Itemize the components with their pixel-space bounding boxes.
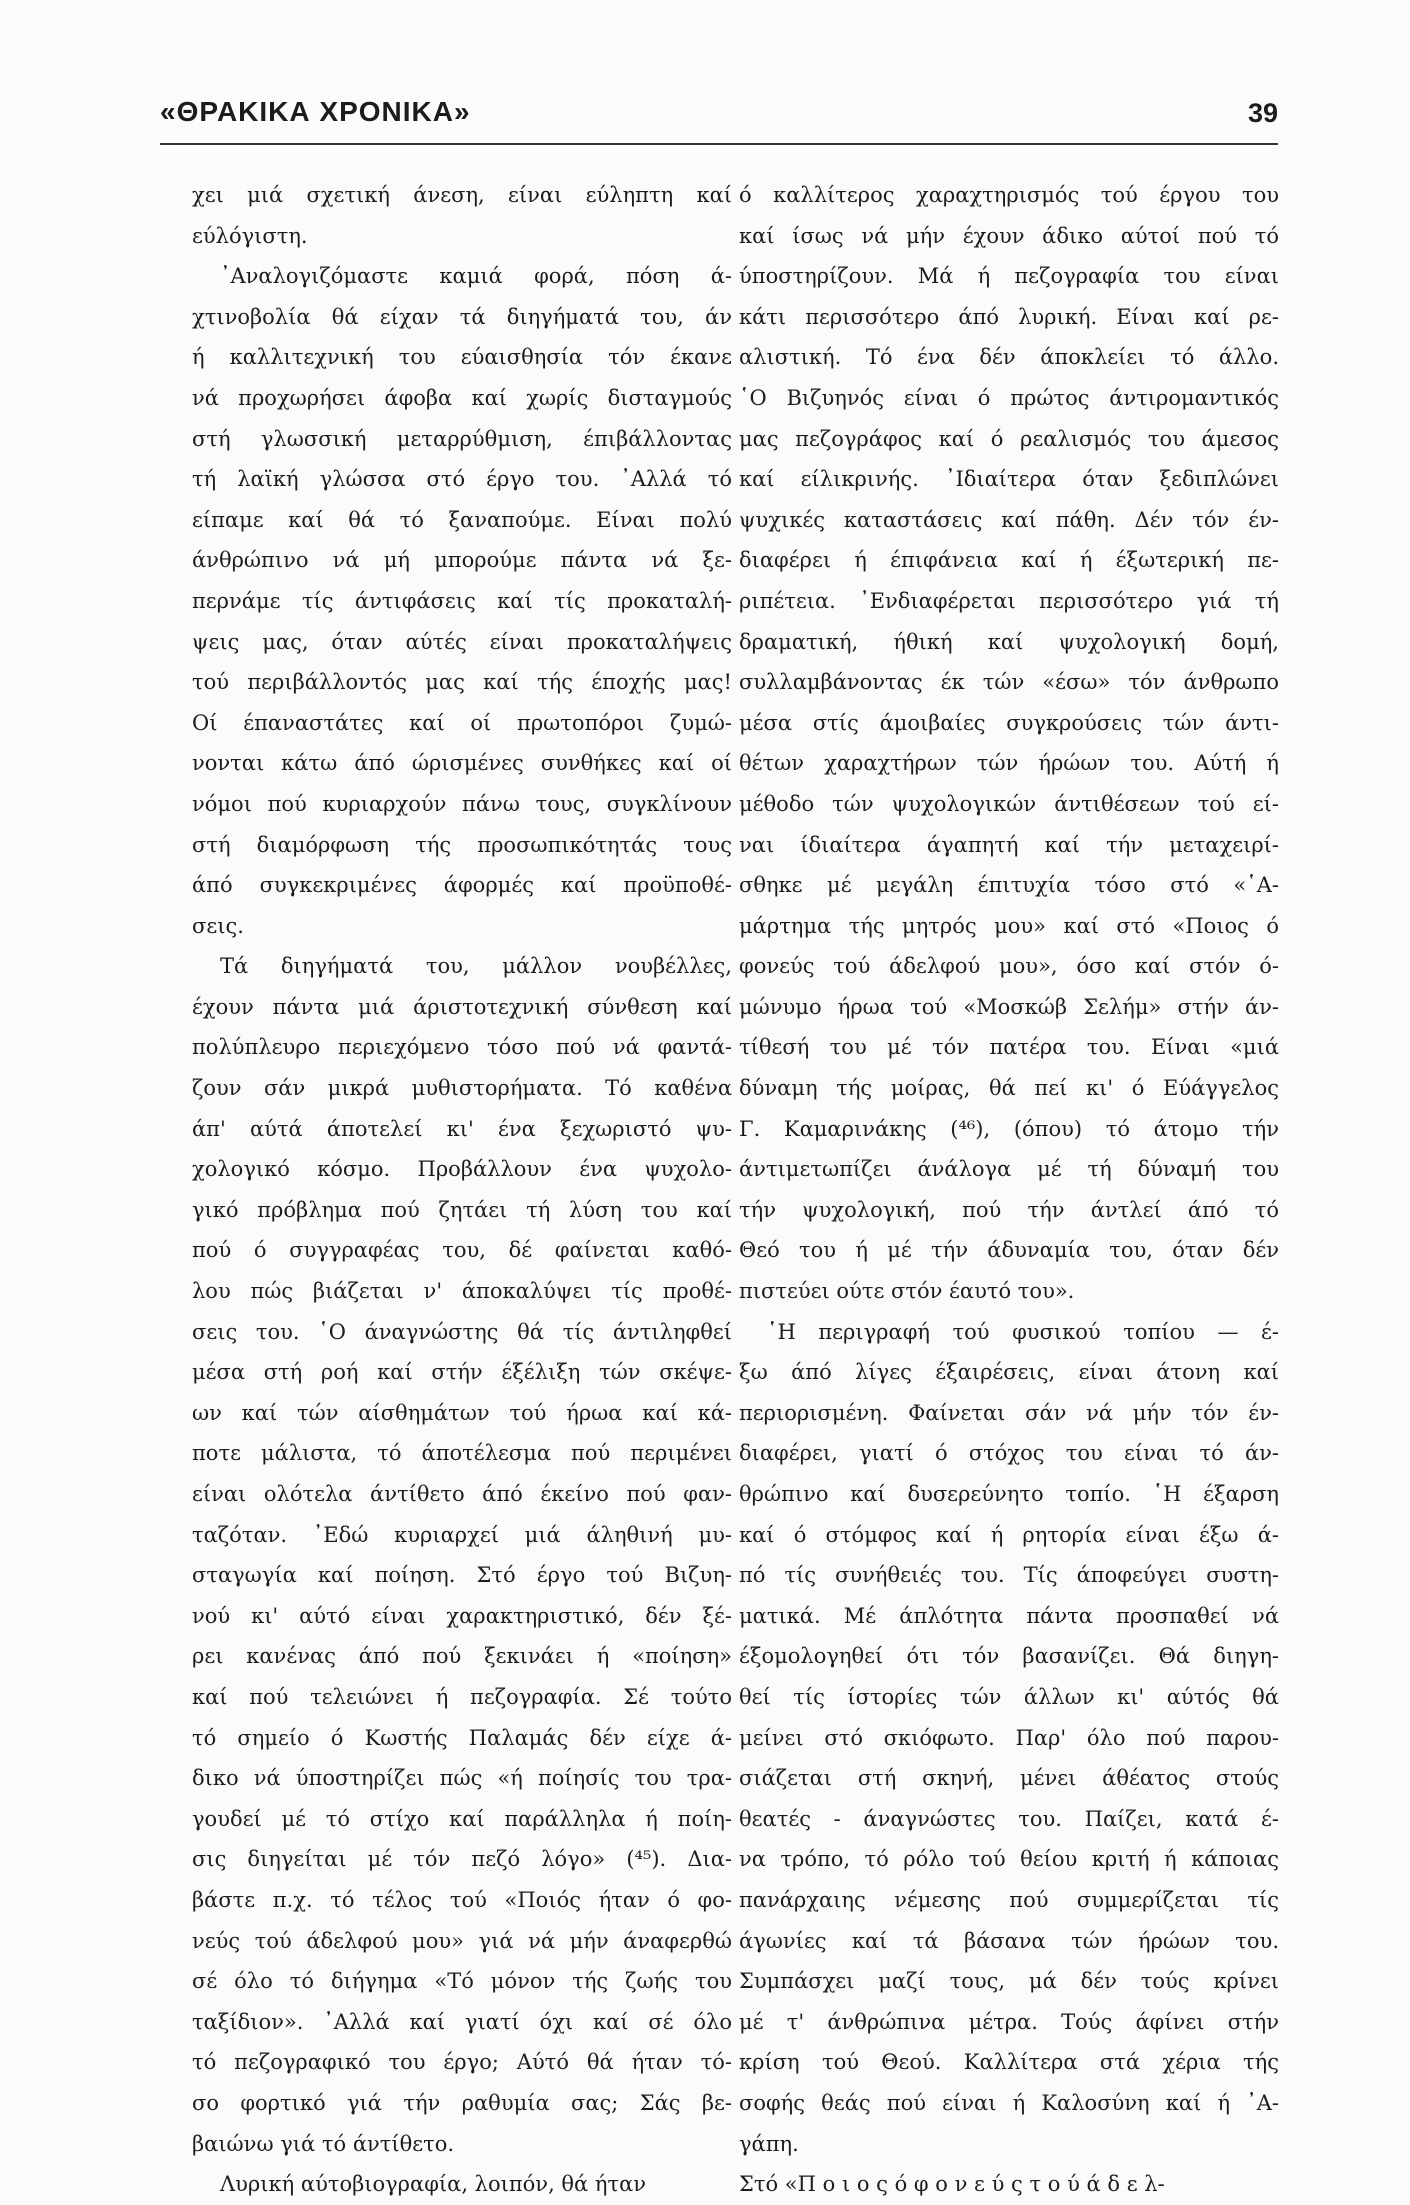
text-line: Γ. Καμαρινάκης (⁴⁶), (όπου) τό άτομο τήν — [739, 1116, 1279, 1141]
text-line: τήν ψυχολογική, πού τήν άντλεί άπό τό — [739, 1197, 1279, 1222]
text-line: νόμοι πού κυριαρχούν πάνω τους, συγκλίνουν — [192, 791, 732, 816]
text-line: Λυρική αύτοβιογραφία, λοιπόν, θά ήταν — [220, 2172, 647, 2197]
text-line: σεις. — [192, 913, 244, 938]
text-line: μέσα στίς άμοιβαίες συγκρούσεις τών άντι- — [739, 710, 1279, 735]
text-line: ταζόταν. ᾿Εδώ κυριαρχεί μιά άληθινή μυ- — [192, 1522, 732, 1547]
text-line: πιστεύει ούτε στόν έαυτό του». — [739, 1279, 1075, 1304]
text-line: χει μιά σχετική άνεση, είναι εύληπτη καί — [192, 183, 732, 207]
header-rule — [160, 143, 1278, 145]
text-line: εύλόγιστη. — [192, 223, 308, 248]
text-line: ποτε μάλιστα, τό άποτέλεσμα πού περιμένει — [192, 1441, 732, 1466]
text-line: ῾Η περιγραφή τού φυσικού τοπίου — έ- — [767, 1319, 1279, 1344]
text-line: ύποστηρίζουν. Μά ή πεζογραφία του είναι — [739, 264, 1279, 289]
text-line: Συμπάσχει μαζί τους, μά δέν τούς κρίνει — [739, 1969, 1279, 1994]
text-line: περνάμε τίς άντιφάσεις καί τίς προκαταλή- — [192, 588, 732, 613]
text-line: άπό συγκεκριμένες άφορμές καί προϋποθέ- — [192, 873, 732, 898]
text-line: μώνυμο ήρωα τού «Μοσκώβ Σελήμ» στήν άν- — [739, 994, 1279, 1019]
text-line: κάτι περισσότερο άπό λυρική. Είναι καί ρε- — [739, 304, 1279, 329]
text-line: ψεις μας, όταν αύτές είναι προκαταλήψεις — [192, 629, 732, 654]
text-line: τή λαϊκή γλώσσα στό έργο του. ᾿Αλλά τό — [192, 467, 732, 492]
text-line: άγωνίες καί τά βάσανα τών ήρώων του. — [739, 1928, 1279, 1953]
text-line: βάστε π.χ. τό τέλος τού «Ποιός ήταν ό φο- — [192, 1887, 732, 1912]
text-line: φονεύς τού άδελφού μου», όσο καί στόν ό- — [739, 954, 1279, 979]
text-line: ᾿Αναλογιζόμαστε καμιά φορά, πόση ά- — [220, 264, 732, 289]
text-line: καί ίσως νά μήν έχουν άδικο αύτοί πού τό — [739, 223, 1279, 248]
text-line: θεατές - άναγνώστες του. Παίζει, κατά έ- — [739, 1806, 1279, 1831]
text-line: βαιώνω γιά τό άντίθετο. — [192, 2131, 455, 2156]
text-line: Τά διηγήματά του, μάλλον νουβέλλες, — [220, 954, 732, 979]
text-line: θρώπινο καί δυσερεύνητο τοπίο. ῾Η έξαρση — [739, 1482, 1279, 1506]
text-line: συλλαμβάνοντας έκ τών «έσω» τόν άνθρωπο — [739, 670, 1279, 695]
text-line: πό τίς συνήθειές του. Τίς άποφεύγει συστη- — [739, 1563, 1279, 1588]
text-line: θέτων χαραχτήρων τών ήρώων του. Αύτή ή — [739, 751, 1279, 776]
text-line: σιάζεται στή σκηνή, μένει άθέατος στούς — [739, 1766, 1279, 1791]
text-line: σέ όλο τό διήγημα «Τό μόνον τής ζωής του — [192, 1969, 732, 1994]
text-line: μέσα στή ροή καί στήν έξέλιξη τών σκέψε- — [192, 1360, 732, 1385]
text-line: να τρόπο, τό ρόλο τού θείου κριτή ή κάποιας — [739, 1847, 1279, 1872]
text-line: τό σημείο ό Κωστής Παλαμάς δέν είχε ά- — [192, 1725, 732, 1750]
text-line: πολύπλευρο περιεχόμενο τόσο πού νά φαντά- — [192, 1035, 732, 1060]
text-line: Θεό του ή μέ τήν άδυναμία του, όταν δέν — [739, 1238, 1279, 1263]
text-line: δικο νά ύποστηρίζει πώς «ή ποίησίς του τρα- — [192, 1766, 732, 1791]
text-line: έξομολογηθεί ότι τόν βασανίζει. Θά διηγη- — [739, 1644, 1279, 1669]
text-line: περιορισμένη. Φαίνεται σάν νά μήν τόν έν- — [739, 1400, 1279, 1425]
text-line: γουδεί μέ τό στίχο καί παράλληλα ή ποίη- — [192, 1806, 732, 1831]
text-line: πανάρχαιης νέμεσης πού συμμερίζεται τίς — [739, 1887, 1279, 1912]
text-line: νού κι' αύτό είναι χαρακτηριστικό, δέν ξέ- — [192, 1603, 732, 1628]
text-line: χτινοβολία θά είχαν τά διηγήματά του, άν — [192, 304, 732, 329]
text-line: άντιμετωπίζει άνάλογα μέ τή δύναμή του — [739, 1157, 1279, 1182]
text-line: λου πώς βιάζεται ν' άποκαλύψει τίς προθέ- — [192, 1279, 732, 1304]
text-line: ψυχικές καταστάσεις καί πάθη. Δέν τόν έν- — [739, 507, 1279, 532]
text-line: χολογικό κόσμο. Προβάλλουν ένα ψυχολο- — [192, 1157, 732, 1182]
text-line: τό πεζογραφικό του έργο; Αύτό θά ήταν τό- — [192, 2050, 732, 2075]
text-line: ναι ίδιαίτερα άγαπητή καί τήν μεταχειρί- — [739, 832, 1279, 857]
text-line: ζουν σάν μικρά μυθιστορήματα. Τό καθένα — [192, 1076, 732, 1101]
running-title: «ΘΡΑΚΙΚΑ ΧΡΟΝΙΚΑ» — [160, 96, 471, 127]
text-line: σοφής θεάς πού είναι ή Καλοσύνη καί ή ᾿Α- — [739, 2090, 1279, 2115]
text-line: καί ό στόμφος καί ή ρητορία είναι έξω ά- — [739, 1522, 1279, 1547]
text-line: είπαμε καί θά τό ξαναπούμε. Είναι πολύ — [192, 507, 732, 532]
text-line: νονται κάτω άπό ώρισμένες συνθήκες καί οί — [192, 751, 732, 776]
text-line: σθηκε μέ μεγάλη έπιτυχία τόσο στό «῾Α- — [739, 873, 1279, 898]
text-line: καί πού τελειώνει ή πεζογραφία. Σέ τούτο — [192, 1684, 732, 1709]
text-line: Οί έπαναστάτες καί οί πρωτοπόροι ζυμώ- — [192, 710, 732, 735]
text-line: σο φορτικό γιά τήν ραθυμία σας; Σάς βε- — [192, 2090, 732, 2115]
text-line: μέ τ' άνθρώπινα μέτρα. Τούς άφίνει στήν — [739, 2009, 1279, 2034]
text-line: ων καί τών αίσθημάτων τού ήρωα καί κά- — [192, 1400, 732, 1425]
text-line: πού ό συγγραφέας του, δέ φαίνεται καθό- — [192, 1238, 732, 1263]
right-text-column — [739, 175, 1279, 2205]
text-line: άπ' αύτά άποτελεί κι' ένα ξεχωριστό ψυ- — [192, 1116, 732, 1141]
text-line: ξω άπό λίγες έξαιρέσεις, είναι άτονη καί — [739, 1360, 1279, 1385]
text-line: δύναμη τής μοίρας, θά πεί κι' ό Εύάγγελος — [739, 1076, 1279, 1101]
text-line: μείνει στό σκιόφωτο. Παρ' όλο πού παρου- — [739, 1725, 1279, 1750]
text-line: ή καλλιτεχνική του εύαισθησία τόν έκανε — [192, 345, 732, 370]
text-line: ρει κανένας άπό πού ξεκινάει ή «ποίηση» — [192, 1644, 732, 1669]
text-line: νεύς τού άδελφού μου» γιά νά μήν άναφερθώ — [192, 1928, 732, 1953]
left-text-column — [192, 175, 732, 2205]
text-line: ῾Ο Βιζυηνός είναι ό πρώτος άντιρομαντικός — [739, 385, 1279, 410]
text-line: κρίση τού Θεού. Καλλίτερα στά χέρια τής — [739, 2050, 1279, 2075]
text-line: μάρτημα τής μητρός μου» καί στό «Ποιος ό — [739, 913, 1279, 938]
text-line: μέθοδο τών ψυχολογικών άντιθέσεων τού εί- — [739, 791, 1279, 816]
text-line: Στό «Π ο ι ο ς ό φ ο ν ε ύ ς τ ο ύ ά δ ε λ- — [739, 2172, 1165, 2197]
text-line: θεί τίς ίστορίες τών άλλων κι' αύτός θά — [739, 1684, 1279, 1709]
text-line: ταξίδιον». ᾿Αλλά καί γιατί όχι καί σέ όλο — [192, 2009, 732, 2034]
text-line: νά προχωρήσει άφοβα καί χωρίς δισταγμούς — [192, 385, 732, 410]
text-line: ό καλλίτερος χαραχτηρισμός τού έργου του — [739, 183, 1279, 207]
text-line: ματικά. Μέ άπλότητα πάντα προσπαθεί νά — [739, 1603, 1279, 1628]
text-line: γάπη. — [739, 2131, 799, 2156]
text-line: μας πεζογράφος καί ό ρεαλισμός του άμεσος — [739, 426, 1279, 451]
text-line: στή γλωσσική μεταρρύθμιση, έπιβάλλοντας — [192, 426, 732, 451]
text-line: άνθρώπινο νά μή μπορούμε πάντα νά ξε- — [192, 548, 732, 573]
text-line: δραματική, ήθική καί ψυχολογική δομή, — [739, 629, 1279, 654]
text-line: στή διαμόρφωση τής προσωπικότητάς τους — [192, 832, 732, 857]
text-line: γικό πρόβλημα πού ζητάει τή λύση του καί — [192, 1197, 732, 1222]
text-line: τού περιβάλλοντός μας καί τής έποχής μας! — [192, 670, 732, 695]
text-line: σταγωγία καί ποίηση. Στό έργο τού Βιζυη- — [192, 1563, 732, 1588]
text-line: σεις του. ῾Ο άναγνώστης θά τίς άντιληφθεί — [192, 1319, 732, 1344]
text-line: καί είλικρινής. ᾿Ιδιαίτερα όταν ξεδιπλώνει — [739, 467, 1279, 492]
text-line: σις διηγείται μέ τόν πεζό λόγο» (⁴⁵). Δια- — [192, 1847, 732, 1872]
page-number: 39 — [1248, 98, 1279, 128]
text-line: αλιστική. Τό ένα δέν άποκλείει τό άλλο. — [739, 345, 1279, 370]
text-line: διαφέρει, γιατί ό στόχος του είναι τό άν- — [739, 1441, 1279, 1466]
text-line: έχουν πάντα μιά άριστοτεχνική σύνθεση καί — [192, 994, 732, 1019]
text-line: τίθεσή του μέ τόν πατέρα του. Είναι «μιά — [739, 1035, 1279, 1060]
text-line: ριπέτεια. ᾿Ενδιαφέρεται περισσότερο γιά τή — [739, 588, 1279, 613]
text-line: είναι ολότελα άντίθετο άπό έκείνο πού φαν- — [192, 1482, 732, 1506]
text-line: διαφέρει ή έπιφάνεια καί ή έξωτερική πε- — [739, 548, 1279, 573]
